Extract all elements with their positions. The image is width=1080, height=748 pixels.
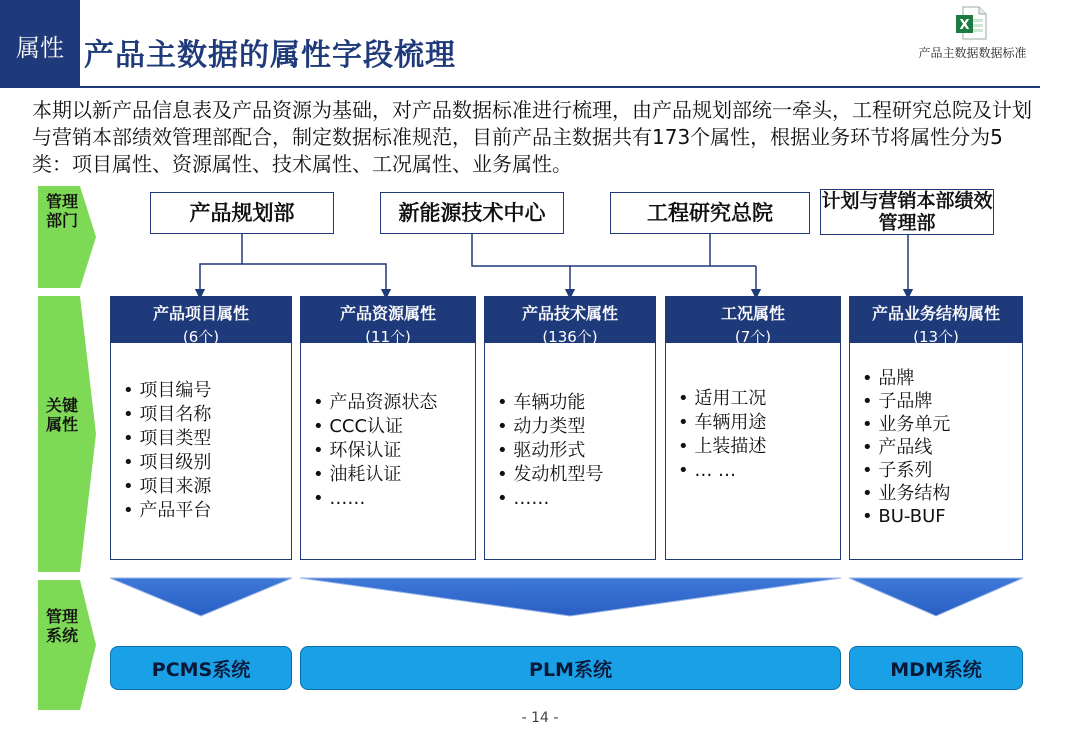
dept-box-engineering: 工程研究总院 xyxy=(610,192,810,234)
attr-list-item: • 油耗认证 xyxy=(313,464,402,485)
attr-list-item: • 产品平台 xyxy=(123,500,212,521)
attr-list-item: • 项目来源 xyxy=(123,476,212,497)
category-name: 产品资源属性 xyxy=(339,304,436,323)
attr-list-item: • …… xyxy=(497,488,550,509)
attr-list-item: • 项目类型 xyxy=(123,428,212,449)
system-box-plm: PLM系统 xyxy=(300,646,841,690)
category-name: 产品项目属性 xyxy=(152,304,249,323)
attr-list-item: • 动力类型 xyxy=(497,416,586,437)
system-box-pcms: PCMS系统 xyxy=(110,646,292,690)
excel-file-label[interactable]: 产品主数据数据标准 xyxy=(918,46,1027,60)
intro-paragraph: 本期以新产品信息表及产品资源为基础，对产品数据标准进行梳理，由产品规划部统一牵头，工程研究总院及计划与营销本部绩效管理部配合，制定数据标准规范，目前产品主数据共有173个属性，根据业务环节将属性分为5类：项目属性、资源属性、技术属性、工况属性、业务属性。 xyxy=(32,98,1032,176)
page-number: - 14 - xyxy=(521,710,559,726)
side-label-attr-text: 关键属性 xyxy=(45,396,78,434)
dept-box-product-planning: 产品规划部 xyxy=(150,192,334,234)
side-label-dept-text: 管理部门 xyxy=(45,192,78,230)
attr-list-item: • 产品线 xyxy=(862,437,933,458)
system-box-mdm: MDM系统 xyxy=(849,646,1023,690)
attr-list-item: • 业务结构 xyxy=(862,483,951,504)
attr-list-item: • 品牌 xyxy=(862,368,915,389)
attr-list-item: • 驱动形式 xyxy=(497,440,586,461)
attr-list-item: • 项目名称 xyxy=(123,404,212,425)
attr-list-item: • 项目级别 xyxy=(123,452,212,473)
side-label-sys-text: 管理系统 xyxy=(45,607,78,645)
svg-text:X: X xyxy=(959,18,970,33)
attr-list-item: • BU-BUF xyxy=(862,506,946,527)
funnel-triangle-mdm xyxy=(849,578,1023,616)
attr-list-item: • 上装描述 xyxy=(678,436,767,457)
category-name: 产品技术属性 xyxy=(521,304,618,323)
attr-list-item: • 子品牌 xyxy=(862,391,933,412)
dept-box-new-energy: 新能源技术中心 xyxy=(380,192,564,234)
attr-list-item: • 业务单元 xyxy=(862,414,951,435)
category-count: (11个) xyxy=(365,328,411,346)
category-name: 工况属性 xyxy=(720,304,785,323)
attr-list-item: • 子系列 xyxy=(862,460,933,481)
category-count: (136个) xyxy=(542,328,598,346)
attr-list-item: • …… xyxy=(313,488,366,509)
attr-list-item: • CCC认证 xyxy=(313,416,404,437)
page-title: 产品主数据的属性字段梳理 xyxy=(84,38,456,73)
attr-list-item: • … … xyxy=(678,460,737,481)
category-count: (7个) xyxy=(734,328,772,346)
attr-list-item: • 产品资源状态 xyxy=(313,392,438,413)
funnel-triangle-pcms xyxy=(110,578,292,616)
funnel-triangle-plm xyxy=(300,578,841,616)
attr-list-item: • 适用工况 xyxy=(678,388,767,409)
dept-box-marketing-perf: 计划与营销本部绩效管理部 xyxy=(821,190,993,234)
attr-list-item: • 环保认证 xyxy=(313,440,402,461)
attr-list-item: • 项目编号 xyxy=(123,380,212,401)
section-tag-label: 属性 xyxy=(16,34,64,62)
category-name: 产品业务结构属性 xyxy=(871,304,1000,323)
attr-list-item: • 车辆用途 xyxy=(678,412,767,433)
category-count: (6个) xyxy=(182,328,220,346)
category-count: (13个) xyxy=(913,328,959,346)
attr-list-item: • 发动机型号 xyxy=(497,464,604,485)
attr-list-item: • 车辆功能 xyxy=(497,392,586,413)
